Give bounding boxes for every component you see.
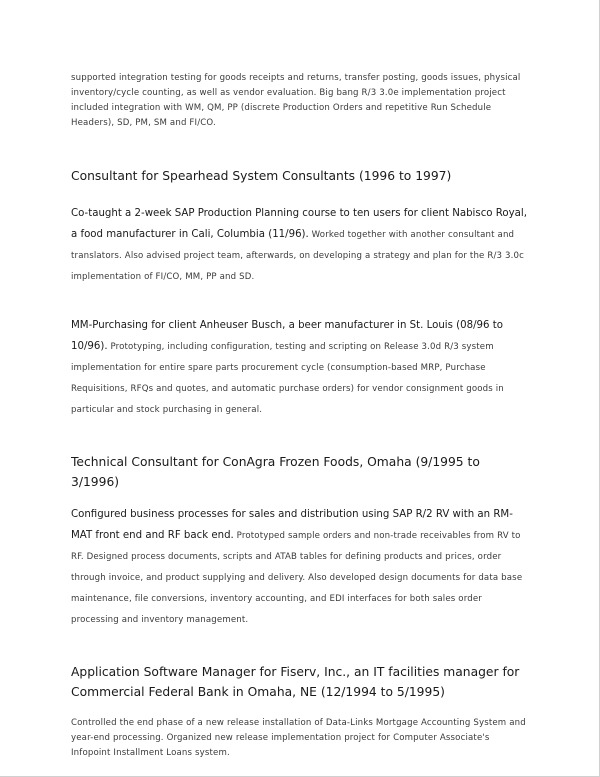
section-heading: Application Software Manager for Fiserv, Inc., an IT facilities manager for Commercial Federal Bank in Omaha, NE (12/1994 to 5/1995) — [71, 665, 520, 699]
entry-conagra — [71, 502, 531, 628]
section-fiserv — [71, 662, 531, 761]
entry-detail: Prototyping, including configuration, testing and scripting on Release 3.0d R/3 system implementation for entire spare parts procurement cycle (consumption-based MRP, Purchase Requisitions, RFQs and quotes, and automatic purchase orders) for vendor consignment goods in particular and stock purchasing in general. — [71, 342, 504, 415]
resume-content — [71, 71, 531, 761]
entry-fiserv: Controlled the end phase of a new release installation of Data-Links Mortgage Accounting System and year-end processing. Organized new release implementation project for Computer Associate's Infopoint Installment Loans system. — [71, 718, 526, 758]
entry-lead: MM-Purchasing for client Anheuser Busch, a beer manufacturer in St. Louis (08/96 to 10/96). — [71, 320, 503, 352]
entry-detail: Worked together with another consultant and translators. Also advised project team, afterwards, on developing a strategy and plan for the R/3 3.0c implementation of FI/CO, MM, PP and SD. — [71, 230, 525, 282]
section-heading: Technical Consultant for ConAgra Frozen Foods, Omaha (9/1995 to 3/1996) — [71, 455, 480, 489]
entry-anheuser-busch — [71, 313, 531, 418]
intro-paragraph: supported integration testing for goods receipts and returns, transfer posting, goods issues, physical inventory/cycle counting, as well as vendor evaluation. Big bang R/3 3.0e implementation project included integration with WM, QM, PP (discrete Production Orders and repetitive Run Schedule Headers), SD, PM, SM and FI/CO. — [71, 73, 521, 128]
entry-detail: Prototyped sample orders and non-trade receivables from RV to RF. Designed process documents, scripts and ATAB tables for defining products and prices, order through invoice, and product supplying and delivery. Also developed design documents for data base maintenance, file conversions, inventory accounting, and EDI interfaces for both sales order processing and inventory management. — [71, 531, 523, 625]
section-heading: Consultant for Spearhead System Consultants (1996 to 1997) — [71, 169, 452, 183]
entry-nabisco — [71, 201, 531, 285]
entry-lead: Configured business processes for sales and distribution using SAP R/2 RV with an RM-MAT front end and RF back end. — [71, 509, 513, 541]
section-conagra — [71, 452, 531, 628]
section-spearhead — [71, 166, 531, 418]
entry-lead: Co-taught a 2-week SAP Production Planning course to ten users for client Nabisco Royal, a food manufacturer in Cali, Columbia (11/96). — [71, 208, 527, 240]
